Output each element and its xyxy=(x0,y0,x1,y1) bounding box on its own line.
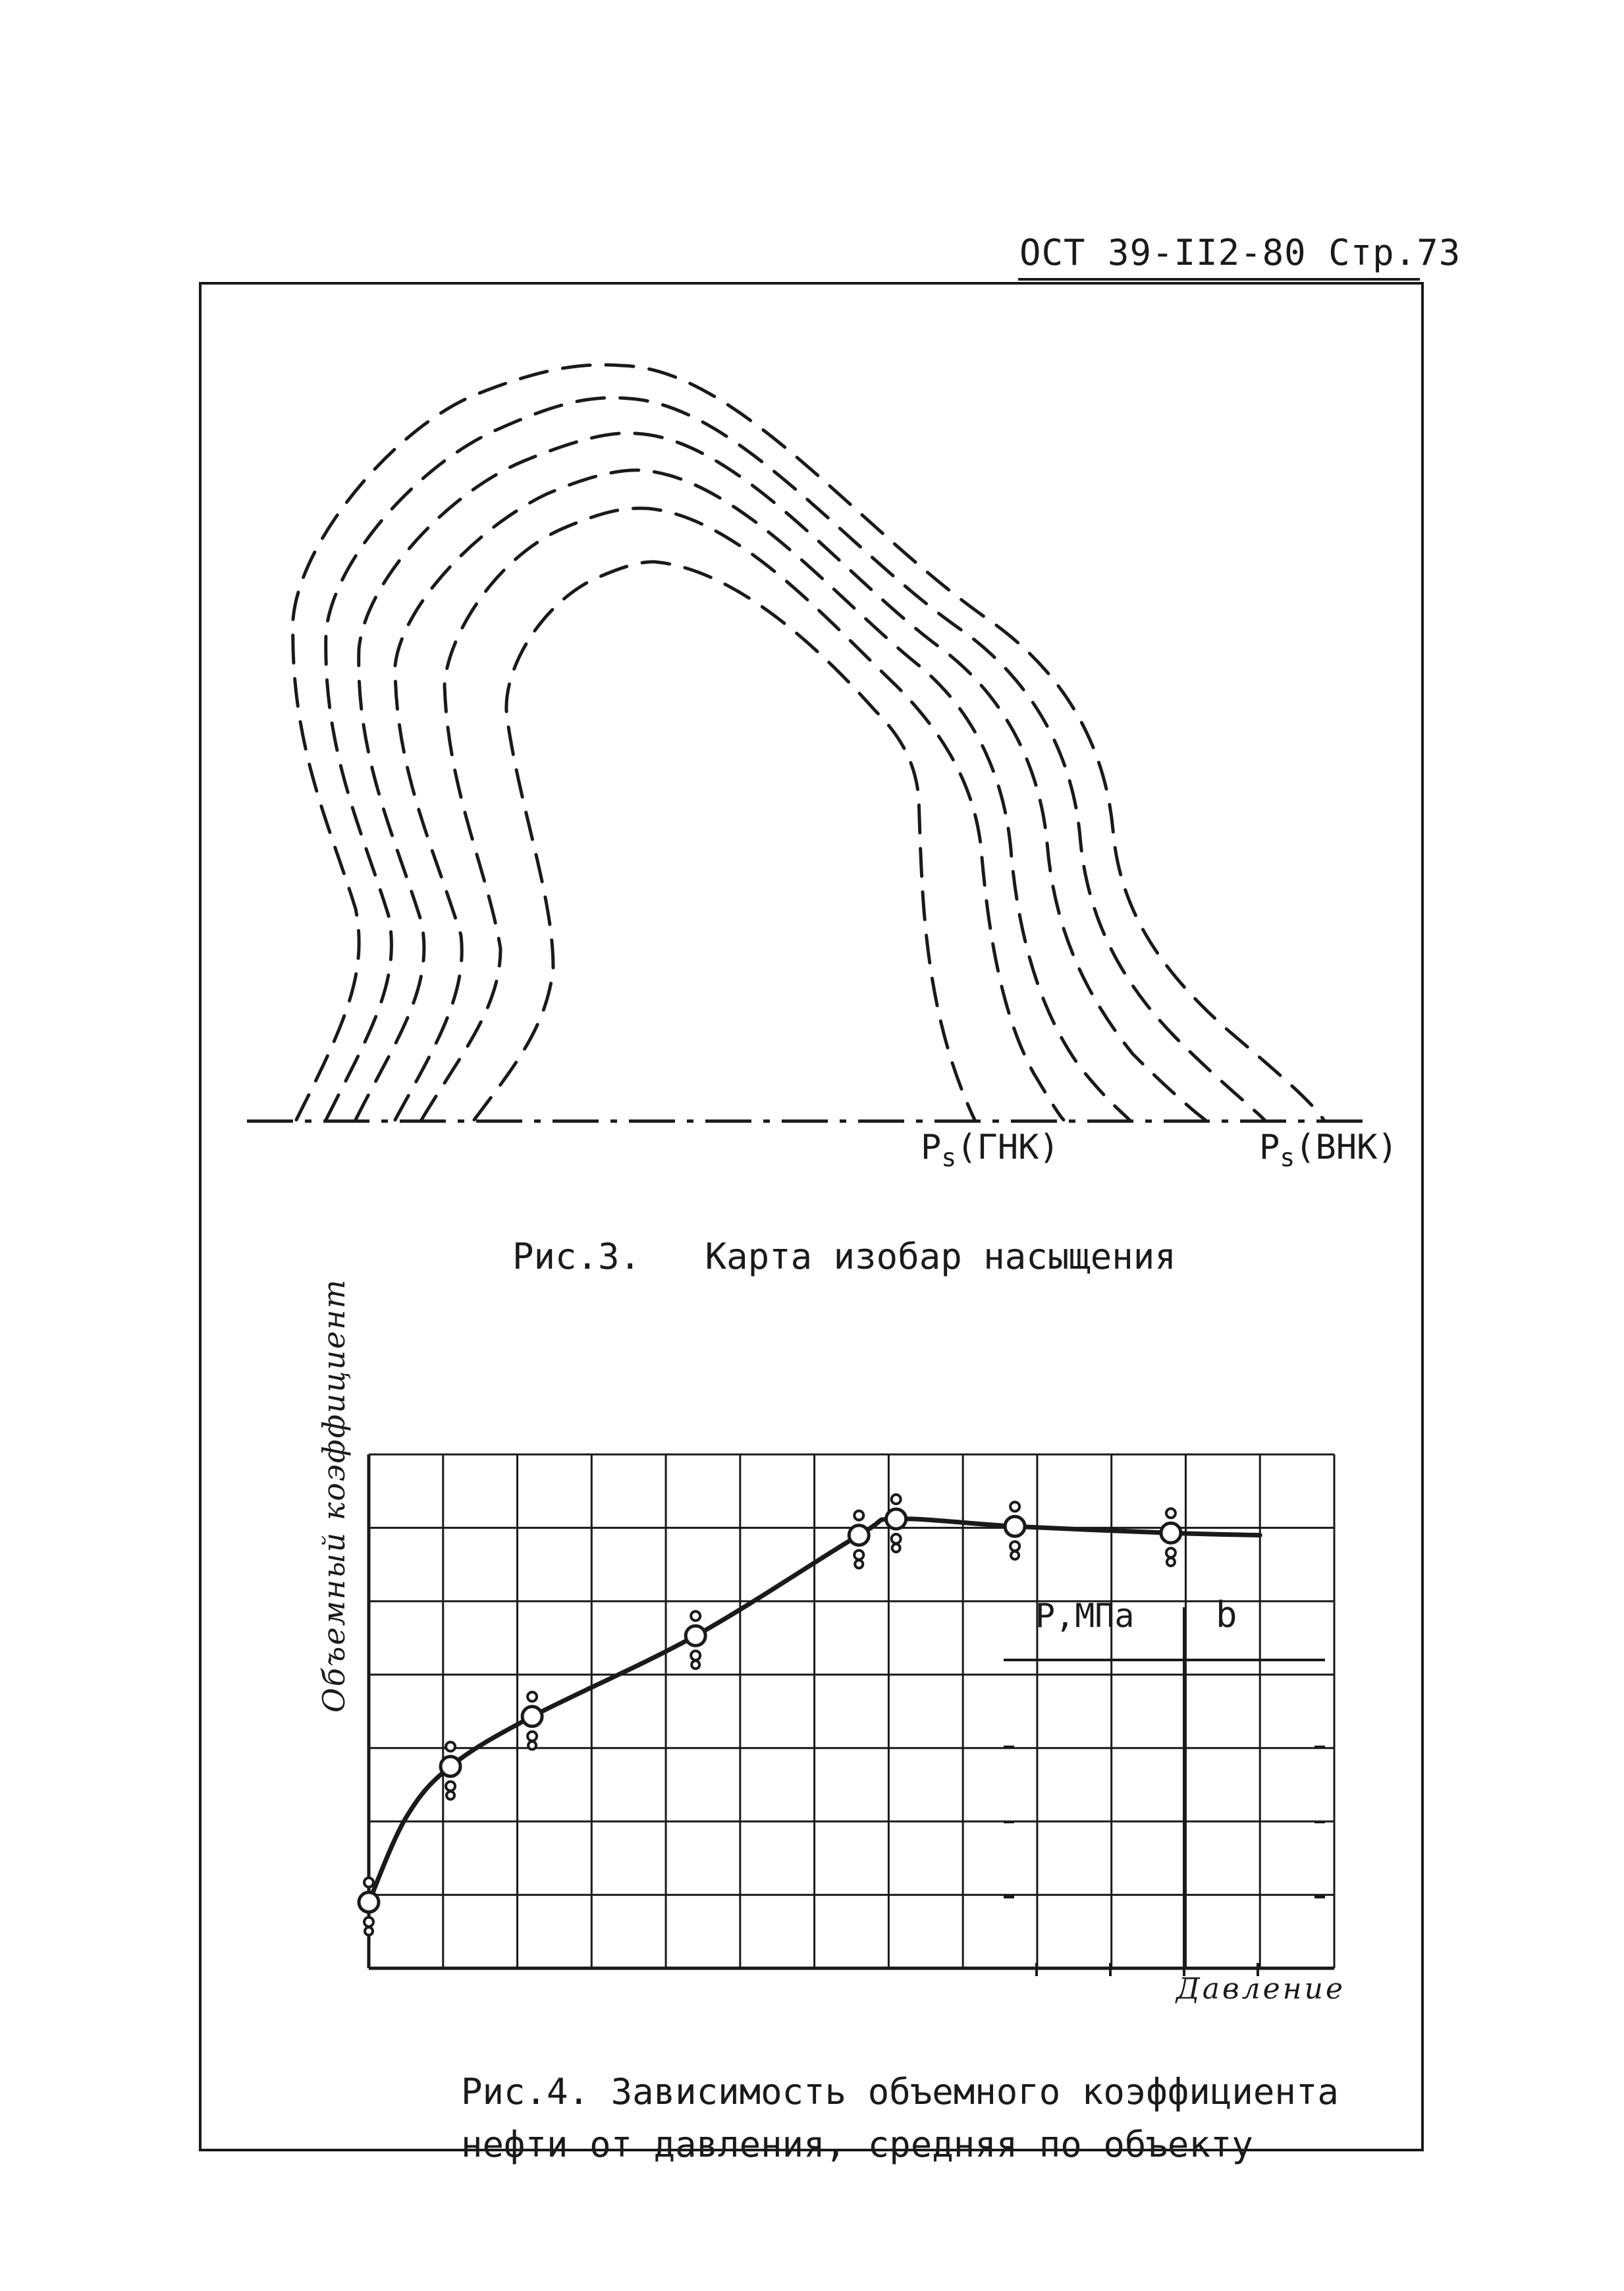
y-axis-label: Объемный коэффициент xyxy=(316,1278,352,1713)
data-point-replicate xyxy=(854,1551,863,1560)
data-point-replicate xyxy=(691,1661,699,1669)
data-point-replicate xyxy=(1166,1508,1176,1518)
data-point-replicate xyxy=(365,1927,373,1935)
data-point-replicate xyxy=(446,1782,455,1791)
data-point-marker xyxy=(886,1509,906,1529)
data-point-marker xyxy=(522,1707,542,1726)
table-header-pressure: P,МПа xyxy=(1035,1597,1135,1635)
data-point-replicate xyxy=(364,1878,373,1887)
data-point-replicate xyxy=(446,1742,455,1752)
data-point-replicate xyxy=(691,1611,700,1620)
water-oil-contact-label: $P_s(ВНК)$ xyxy=(1259,1128,1398,1173)
data-point-marker xyxy=(686,1626,705,1645)
data-point-replicate xyxy=(447,1792,454,1800)
data-points xyxy=(359,1495,1181,1935)
data-point-marker xyxy=(1161,1523,1181,1543)
data-point-marker xyxy=(441,1757,460,1777)
data-point-replicate xyxy=(528,1692,537,1701)
data-point-replicate xyxy=(1011,1551,1019,1559)
data-point-marker xyxy=(359,1892,379,1912)
table-header-b: b xyxy=(1216,1594,1237,1636)
data-point-replicate xyxy=(528,1732,537,1741)
figure-4-caption-line-2: нефти от давления, средняя по объекту xyxy=(461,2124,1253,2165)
document-reference: ОСТ 39-II2-80 Стр.73 xyxy=(1019,232,1461,273)
data-point-replicate xyxy=(892,1495,901,1504)
data-point-replicate xyxy=(1166,1548,1176,1557)
data-point-replicate xyxy=(892,1544,900,1552)
figure-4-caption-line-1: Рис.4. Зависимость объемного коэффициента xyxy=(461,2071,1339,2112)
data-point-replicate xyxy=(1010,1502,1019,1511)
data-point xyxy=(1161,1508,1181,1566)
data-point-replicate xyxy=(892,1534,901,1543)
data-point-marker xyxy=(1005,1516,1025,1536)
data-point-replicate xyxy=(691,1651,700,1660)
data-point-replicate xyxy=(855,1560,863,1568)
data-point-replicate xyxy=(1010,1541,1019,1551)
data-point xyxy=(1005,1502,1025,1559)
data-point-replicate xyxy=(1167,1558,1175,1566)
data-point-replicate xyxy=(528,1742,536,1750)
data-point-marker xyxy=(849,1526,869,1545)
x-axis-label: Давление xyxy=(1176,1972,1346,2006)
gas-oil-contact-label: $P_s(ГНК)$ xyxy=(921,1128,1060,1173)
figure-3-caption: Рис.3. Карта изобар насыщения xyxy=(512,1236,1176,1277)
inset-table xyxy=(1004,1607,1325,1976)
data-point xyxy=(849,1511,869,1568)
data-point xyxy=(686,1611,705,1669)
figure-4-caption xyxy=(461,2066,1339,2171)
data-point-replicate xyxy=(854,1511,863,1520)
data-point-replicate xyxy=(364,1918,373,1927)
data-point xyxy=(522,1692,542,1750)
